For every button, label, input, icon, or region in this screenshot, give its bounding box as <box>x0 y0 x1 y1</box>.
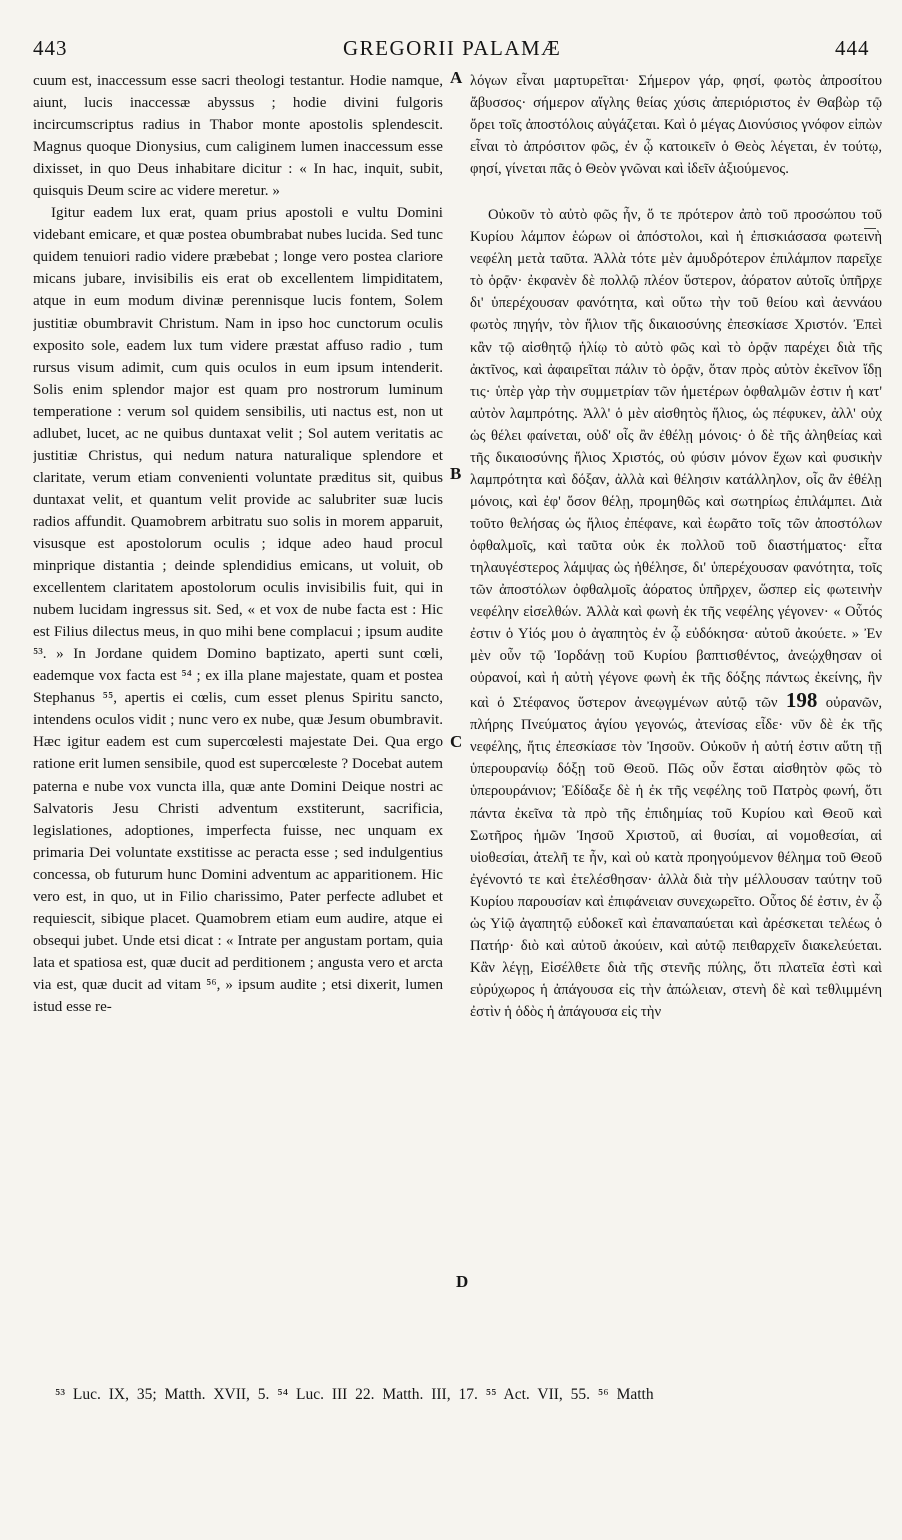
greek-text-before-number: Οὐκοῦν τὸ αὐτὸ φῶς ἦν, ὅ τε πρότερον ἀπὸ τοῦ προσώπου τοῦ Κυρίου λάμπον ἑώρων οἱ ἀπόστολοι, καὶ ἡ ἐπισκιάσασα φωτεινὴ νεφέλη μετὰ ταῦτα. Ἀλλὰ τότε μὲν ἀμυδρότερον ἐπιλάμπον παρεῖχε τὸ ὁρᾷν· ἐκφανὲν δὲ πολλῷ πλέον ὕστερον, ἀόρατον αὐτοῖς ὑπῆρχε δι' ὑπερέχουσαν φανότητα, καὶ οὕτω τὴν τοῦ θείου καὶ ἀεννάου φωτὸς πηγήν, τὸν ἥλιον τῆς δικαιοσύνης ἐπεσκίασε Χριστόν. Ἐπεὶ κἂν τῷ αἰσθητῷ ἡλίῳ τὸ αὐτὸ φῶς καὶ τὸ ὁρᾷν παρέχει διὰ τῆς ἀκτῖνος, καὶ ἀφαιρεῖται πάλιν τὸ ὁρᾷν, ὅταν πρὸς αὐτὸν ἐκεῖνον ἴδῃ τις· ὑπὲρ γὰρ τὴν συμμετρίαν τῶν ἡμετέρων ὀφθαλμῶν ἐστιν ἡ κατ' αὐτὸν λαμπρότης. Ἀλλ' ὁ μὲν αἰσθητὸς ἥλιος, ὡς πέφυκεν, ἀλλ' οὐχ ὡς θέλει φαίνεται, οὐδ' οἷς ἂν ἐθέλῃ μόνοις· ὁ δὲ τῆς ἀληθείας καὶ τῆς δικαιοσύνης ἥλιος Χριστός, οὐ φύσιν μόνον ἔχων καὶ φυσικὴν λαμπρότητα καὶ δόξαν, ἀλλὰ καὶ θέλησιν κατάλληλον, οἷς ἂν ἐθέλῃ μόνοις, καὶ ἐφ' ὅσον θέλῃ, προμηθῶς καὶ σωτηρίως ἐπιλάμπει. Διὰ τοῦτο θελήσας ὡς ἥλιος ἐπέφανε, καὶ ἑωρᾶτο τοῖς τῶν ἀποστόλων ὀφθαλμοῖς, καὶ ταῦτα οὐκ ἐκ πολλοῦ τοῦ διαστήματος· εἶτα τηλαυγέστερος λάμψας ὡς ἠθέλησε, δι' ὑπερέχουσαν φανότητα, τοῖς τῶν ἀποστόλων ὀφθαλμοῖς ἀόρατος ὑπῆρχεν, ὥσπερ εἰς φωτεινὴν νεφέλην εἰσελθών. Ἀλλὰ καὶ φωνὴ ἐκ τῆς νεφέλης γέγονεν· « Οὗτός ἐστιν ὁ Υἱός μου ὁ ἀγαπητὸς ἐν ᾧ εὐδόκησα· αὐτοῦ ἀκούετε. » Ἐν μὲν οὖν τῷ Ἰορδάνῃ τοῦ Κυρίου βαπτισθέντος, ἀνεῴχθησαν οἱ οὐρανοί, καὶ ἡ αὐτὴ γέγονε φωνὴ ἐκ τῆς δόξης πάντως ἐκείνης, ἣν καὶ ὁ Στέφανος ὕστερον ἀνεῳγμένων αὐτῷ τῶν <box>470 207 882 712</box>
running-title: GREGORII PALAMÆ <box>343 36 562 60</box>
margin-marker-a: A <box>450 68 463 87</box>
latin-paragraph-1: cuum est, inaccessum esse sacri theologi testantur. Hodie namque, aiunt, lucis inaccessæ abyssus ; hodie divini fulgoris incircumscriptus radius in Thabor monte apostolis splendescit. Magnus quoque Dionysius, cum caliginem lumen inaccessum esse dixisset, in quo Deus inhabitare dicitur : « In hac, inquit, subit, quisquis Deum scire ac videre meretur. » <box>33 73 443 200</box>
left-page-number: 443 <box>33 36 68 60</box>
greek-paragraph-1: λόγων εἶναι μαρτυρεῖται· Σήμερον γάρ, φησί, φωτὸς ἀπροσίτου ἄβυσσος· σήμερον αἴγλης θείας χύσις ἀπεριόριστος ἐν Θαβὼρ τῷ ὄρει τοῖς ἀποστόλοις αὐγάζεται. Καὶ ὁ μέγας Διονύσιος γνόφον εἰπὼν εἶναι τὸ ἀπρόσιτον φῶς, ἐν ᾧ κατοικεῖν ὁ Θεὸς λέγεται, ἐν τούτῳ, φησί, γίνεται πᾶς ὁ Θεὸν γνῶναι καὶ ἰδεῖν ἀξιούμενος. <box>470 73 882 178</box>
latin-column <box>33 70 443 1360</box>
footnotes: ⁵³ Luc. IX, 35; Matth. XVII, 5. ⁵⁴ Luc. III 22. Matth. III, 17. ⁵⁵ Act. VII, 55. ⁵⁶ Matth <box>55 1386 654 1403</box>
margin-marker-b: B <box>450 464 462 483</box>
greek-paragraph-2 <box>470 204 882 1023</box>
paragraph-gap <box>470 180 882 204</box>
original-page-number: 198 <box>785 688 818 713</box>
margin-marker-d: D <box>456 1272 469 1291</box>
right-page-number: 444 <box>835 36 870 60</box>
margin-marker-c: C <box>450 732 463 751</box>
latin-paragraph-2: Igitur eadem lux erat, quam prius apostoli e vultu Domini videbant emicare, et quæ postea obumbrabat nubes lucida. Sed tunc quidem tenuiori radio videre præbebat ; longe vero postea clariore micans jubare, invisibilis eis erat ob excellentem limpiditatem, atque in eum modum divinæ perennisque lucis fontem, Solem justitiæ obumbravit Christum. Nam in ipso hoc cunctorum oculis exposito sole, eadem lux tum videre præstat affuso radio , tum rursus visum adimit, cum quis oculos in eum ipsum intenderit. Solis enim splendor major est quam pro nostrorum luminum temperatione : verum sol quidem sensibilis, uti nactus est, non ut adlubet, lucet, ac ne quibus duntaxat velit ; Sol autem veritatis ac justitiæ Christus, qui nedum natura naturalique splendore et claritate, verum etiam convenienti voluntate præditus sit, quibus duntaxat velit, et quantum velit provide ac salubriter suæ lucis radios affundit. Quamobrem arbitratu suo solis in morem apparuit, visusque est apostolorum oculis ; idque adeo haud procul minprique distantia ; deinde splendidius emicans, ut voluit, ob excellentem claritatem apostolorum oculis invisibilis fuit, qui in nubem lucidam ingressus sit. Sed, « et vox de nube facta est : Hic est Filius dilectus meus, in quo mihi bene complacui ; ipsum audite ⁵³. » In Jordane quidem Domino baptizato, aperti sunt cœli, eademque vox facta est ⁵⁴ ; ex illa plane majestate, quam et postea Stephanus ⁵⁵, apertis ei cœlis, cum esset plenus Spiritu sancto, intendens oculos vidit ; nunc vero ex nube, quæ Jesum obumbravit. Hæc igitur eadem est cum supercœlesti majestate Dei. Qua ergo ratione erit lumen sensibile, quod est supercœleste ? Docebat autem paterna e nube vox vuncta illa, quæ ante Domini Deique nostri ac Salvatoris Jesu Christi adventum exstiterunt, sacrificia, legislationes, adoptiones, imperfecta fuisse, nec unquam ex primaria Dei voluntate exstitisse ac peracta esse ; sed indulgentius concessa, ob futurum hunc Domini adventum ac apparitionem. Hic vero est, in quo, ut in Filio charissimo, Pater perfecte adlubet et requiescit, sibique placet. Quamobrem etiam eum audire, atque ei obsequi jubet. Unde etsi dicat : « Intrate per angustam portam, quia lata et spatiosa est, quæ ducit ad perditionem ; angusta vero et arcta via est, quæ ducit ad vitam ⁵⁶, » ipsum audite ; etsi dixerit, lumen istud esse re- <box>33 205 443 1015</box>
greek-text-after-number: οὐρανῶν, πλήρης Πνεύματος ἁγίου γεγονώς, ἀτενίσας εἶδε· νῦν δὲ ἐκ τῆς νεφέλης, ἥτις ἐπεσκίασε τὸν Ἰησοῦν. Οὐκοῦν ἡ αὐτή ἐστιν αὕτη τῇ ὑπερουρανίῳ δόξῃ τοῦ Θεοῦ. Πῶς οὖν ἔσται αἰσθητὸν φῶς τὸ ὑπερουράνιον; Ἐδίδαξε δὲ ἡ ἐκ τῆς νεφέλης τοῦ Πατρὸς φωνή, ὅτι πάντα ἐκεῖνα τὰ πρὸ τῆς ἐπιδημίας τοῦ Κυρίου καὶ Θεοῦ καὶ Σωτῆρος ἡμῶν Ἰησοῦ Χριστοῦ, αἱ θυσίαι, αἱ νομοθεσίαι, αἱ υἱοθεσίαι, ἀτελῆ τε ἦν, καὶ οὐ κατὰ προηγούμενον θέλημα τοῦ Θεοῦ ἐγένοντό τε καὶ ἐτελέσθησαν· ἀλλὰ διὰ τὴν μέλλουσαν ταύτην τοῦ Κυρίου παρουσίαν καὶ ἐπιφάνειαν συνεχωρεῖτο. Οὗτος δέ ἐστιν, ἐν ᾧ ὡς Υἱῷ ἀγαπητῷ εὐδοκεῖ καὶ ἐπαναπαύεται καὶ ἀρέσκεται τελέως ὁ Πατήρ· διὸ καὶ αὐτοῦ ἀκούειν, καὶ αὐτῷ πειθαρχεῖν διακελεύεται. Κἂν λέγῃ, Εἰσέλθετε διὰ τῆς στενῆς πύλης, ὅτι πλατεῖα ἐστὶ καὶ εὐρύχωρος ἡ ἀπάγουσα εἰς τὴν ἀπώλειαν, στενὴ δὲ καὶ τεθλιμμένη ἐστὶν ἡ ὁδὸς ἡ ἀπάγουσα εἰς τὴν <box>470 695 882 1020</box>
greek-column <box>470 70 882 1360</box>
